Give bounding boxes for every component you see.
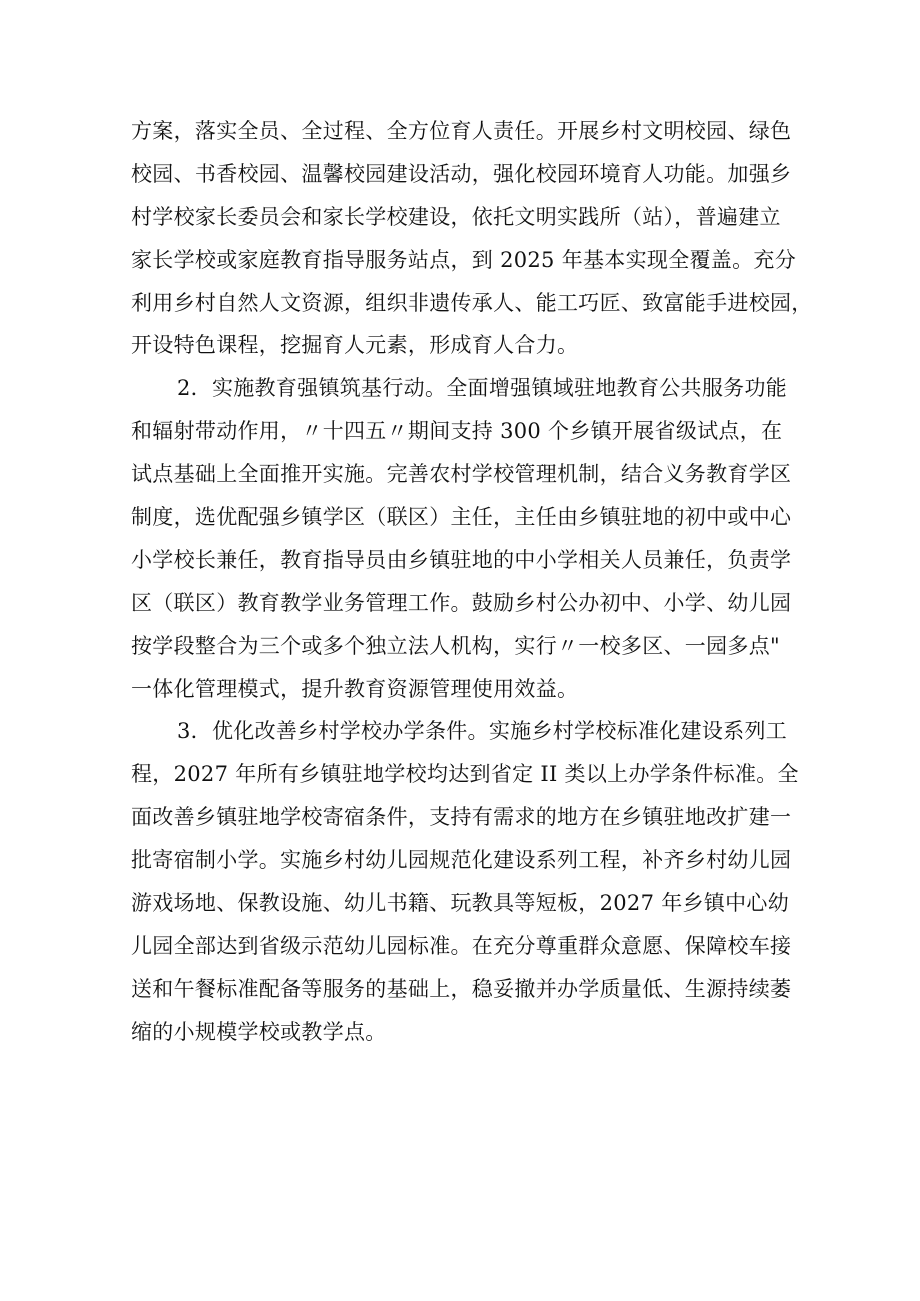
- text-line: 批寄宿制小学。实施乡村幼儿园规范化建设系列工程，补齐乡村幼儿园: [131, 848, 792, 873]
- paragraph-1: [131, 110, 813, 367]
- text-line: 区（联区）教育教学业务管理工作。鼓励乡村公办初中、小学、幼儿园: [131, 590, 792, 615]
- text-line: 按学段整合为三个或多个独立法人机构，实行〃一校多区、一园多点": [131, 633, 780, 658]
- text-line: 面改善乡镇驻地学校寄宿条件，支持有需求的地方在乡镇驻地改扩建一: [131, 805, 792, 830]
- text-line: 3．优化改善乡村学校办学条件。实施乡村学校标准化建设系列工: [177, 719, 788, 744]
- text-line: 缩的小规模学校或教学点。: [131, 1019, 387, 1044]
- text-line: 和辐射带动作用，〃十四五〃期间支持 300 个乡镇开展省级试点，在: [131, 419, 783, 444]
- text-line: 家长学校或家庭教育指导服务站点，到 2025 年基本实现全覆盖。充分: [131, 247, 796, 272]
- text-line: 2．实施教育强镇筑基行动。全面增强镇域驻地教育公共服务功能: [177, 376, 788, 401]
- text-line: 儿园全部达到省级示范幼儿园标准。在充分尊重群众意愿、保障校车接: [131, 933, 792, 958]
- text-line: 利用乡村自然人文资源，组织非遗传承人、能工巧匠、致富能手进校园，: [131, 290, 813, 315]
- text-line: 小学校长兼任，教育指导员由乡镇驻地的中小学相关人员兼任，负责学: [131, 547, 792, 572]
- body-text: [131, 110, 813, 1054]
- text-line: 送和午餐标准配备等服务的基础上，稳妥撤并办学质量低、生源持续萎: [131, 976, 792, 1001]
- text-line: 试点基础上全面推开实施。完善农村学校管理机制，结合义务教育学区: [131, 462, 792, 487]
- text-line: 方案，落实全员、全过程、全方位育人责任。开展乡村文明校园、绿色: [131, 119, 792, 143]
- text-line: 程，2027 年所有乡镇驻地学校均达到省定 II 类以上办学条件标准。全: [131, 762, 799, 787]
- text-line: 一体化管理模式，提升教育资源管理使用效益。: [131, 676, 579, 701]
- text-line: 村学校家长委员会和家长学校建设，依托文明实践所（站），普遍建立: [131, 204, 781, 229]
- text-line: 校园、书香校园、温馨校园建设活动，强化校园环境育人功能。加强乡: [131, 161, 792, 186]
- text-line: 开设特色课程，挖掘育人元素，形成育人合力。: [131, 333, 579, 358]
- text-line: 游戏场地、保教设施、幼儿书籍、玩教具等短板，2027 年乡镇中心幼: [131, 891, 790, 916]
- paragraph-3: [131, 710, 797, 1053]
- text-line: 制度，选优配强乡镇学区（联区）主任，主任由乡镇驻地的初中或中心: [131, 505, 792, 530]
- paragraph-2: [131, 367, 797, 710]
